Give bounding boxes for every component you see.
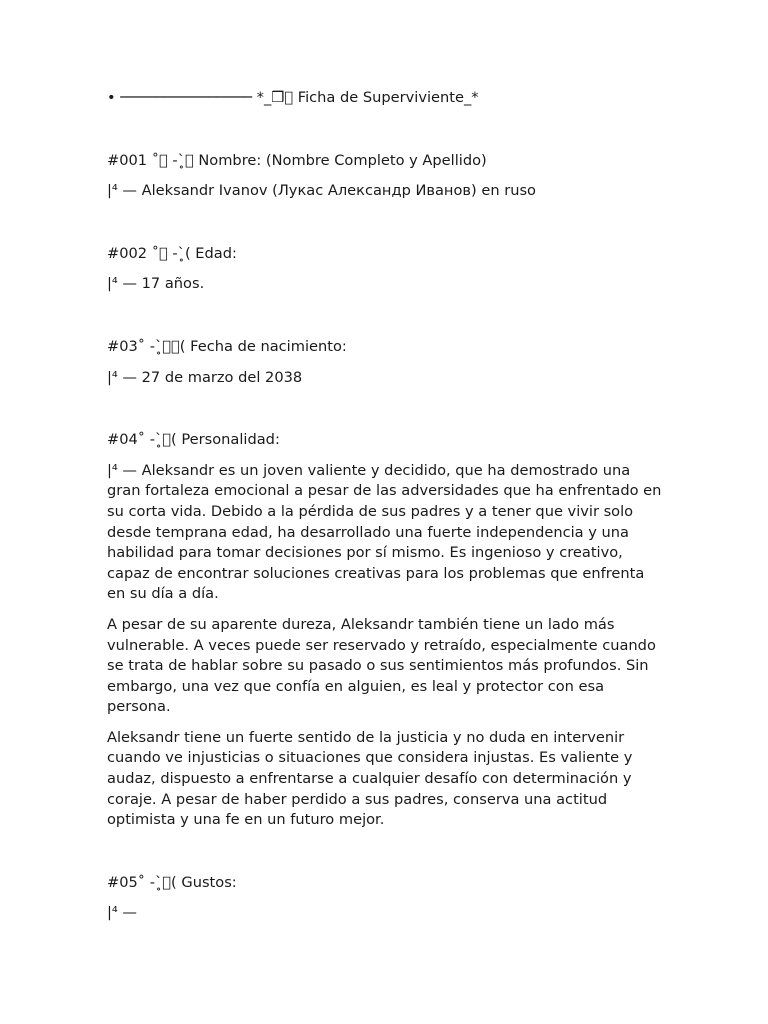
section-heading-personality: #04˚ -ˋ̥⃝( Personalidad: xyxy=(107,431,280,449)
personality-paragraph: |⁴ — Aleksandr es un joven valiente y decidido, que ha demostrado una gran fortaleza emocional a pesar de las adversidades que ha enfrentado en su corta vida. Debido a la pérdida de sus padres y a tener que vivir solo desde temprana edad, ha desarrollado una fuerte independencia y una habilidad para tomar decisiones por sí mismo. Es ingenioso y creativo, capaz de encontrar soluciones creativas para los problemas que enfrenta en su día a día. xyxy=(107,461,662,603)
section-heading-birthdate: #03˚ -ˋ̥⃝⃝( Fecha de nacimiento: xyxy=(107,337,347,355)
personality-paragraph: Aleksandr tiene un fuerte sentido de la justicia y no duda en intervenir cuando ve injusticias o situaciones que considera injustas. Es valiente y audaz, dispuesto a enfrentarse a cualquier desafío con determinación y coraje. A pesar de haber perdido a sus padres, conserva una actitud optimista y una fe en un futuro mejor. xyxy=(107,728,633,829)
section-birthdate xyxy=(107,337,667,388)
section-likes xyxy=(107,873,667,924)
answer-age: |⁴ — 17 años. xyxy=(107,275,205,293)
section-heading-likes: #05˚ -ˋ̥⃝( Gustos: xyxy=(107,873,237,891)
section-personality xyxy=(107,430,667,831)
section-heading-name: #001 ˚⃝ -ˋ̥⃝ Nombre: (Nombre Completo y Apellido) xyxy=(107,151,487,169)
section-heading-age: #002 ˚⃝ -ˋ̥( Edad: xyxy=(107,244,237,262)
personality-paragraph: A pesar de su aparente dureza, Aleksandr también tiene un lado más vulnerable. A veces puede ser reservado y retraído, especialmente cuando se trata de hablar sobre su pasado o sus sentimientos más profundos. Sin embargo, una vez que confía en alguien, es leal y protector con esa persona. xyxy=(107,615,656,716)
section-name xyxy=(107,151,667,202)
answer-likes: |⁴ — xyxy=(107,904,137,922)
answer-name: |⁴ — Aleksandr Ivanov (Лукас Александр Иванов) en ruso xyxy=(107,182,536,200)
document-body xyxy=(107,88,667,924)
form-title: • ─────────────── *_❒⃝ Ficha de Superviviente_* xyxy=(107,89,479,106)
answer-birthdate: |⁴ — 27 de marzo del 2038 xyxy=(107,368,303,386)
section-age xyxy=(107,244,667,295)
